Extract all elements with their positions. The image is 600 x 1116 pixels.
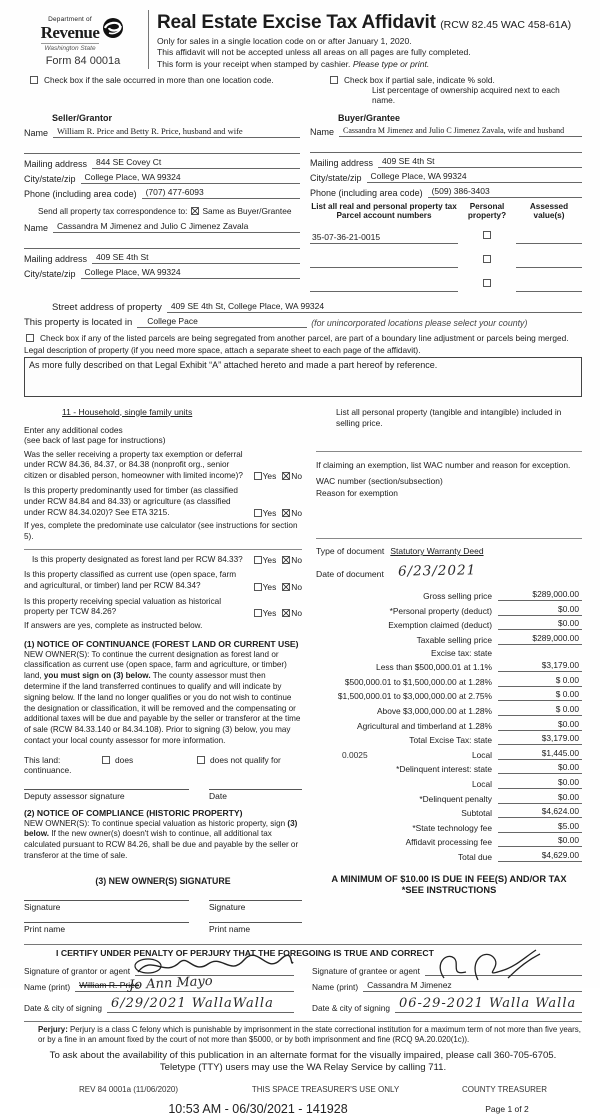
fee-row: Local $0.00: [316, 777, 582, 789]
doc-type-value: Statutory Warranty Deed: [390, 546, 484, 557]
page-number: Page 1 of 2: [485, 1104, 529, 1115]
main-body: [24, 407, 582, 934]
fee-row: $1,500,000.01 to $3,000,000.00 at 2.75% $ 0.00: [316, 689, 582, 701]
assessed-value-line-3: [516, 282, 582, 292]
new-owners-signature-title: (3) NEW OWNER(S) SIGNATURE: [95, 875, 231, 886]
header-note-2: This affidavit will not be accepted unless all areas on all pages are fully completed.: [157, 47, 471, 57]
land-qualify-row: This land: does does not qualify for: [24, 754, 281, 765]
parcel-number-value: 35-07-36-21-0015: [310, 232, 458, 244]
fee-row: *Delinquent interest: state $0.00: [316, 762, 582, 774]
dor-logo-block: [24, 8, 142, 69]
fee-row: Less than $500,000.01 at 1.1% $3,179.00: [316, 660, 582, 672]
parcel-number-line-2: [310, 258, 458, 268]
fee-row: Total Excise Tax: state $3,179.00: [316, 733, 582, 745]
segregated-checkbox-row: [24, 333, 582, 343]
tty-note: Teletype (TTY) users may use the WA Relay Service by calling 711.: [159, 1062, 447, 1074]
street-address-value: 409 SE 4th St, College Place, WA 99324: [167, 301, 582, 313]
seller-name-line2: [24, 142, 300, 154]
fee-table: [316, 589, 582, 862]
grantor-signature: [134, 952, 294, 980]
fee-row-local-rate: 0.0025 Local $1,445.00: [316, 748, 582, 760]
seller-name-value: William R. Price and Betty R. Price, husband and wife: [53, 126, 300, 138]
buyer-phone-value: (509) 386-3403: [428, 186, 582, 198]
q2-yes-checkbox: [254, 509, 262, 517]
grantee-date-row: Date & city of signing 06-29-2021 Walla Walla: [312, 996, 582, 1013]
same-as-buyer-checkbox: [191, 207, 199, 215]
parties-section: [24, 113, 582, 292]
parcel-row-1: [310, 225, 582, 244]
deputy-date-line: Date: [209, 789, 302, 801]
deputy-assessor-signature-line: Deputy assessor signature: [24, 789, 189, 801]
partial-sale-checkbox: [330, 76, 338, 84]
form-number: Form 84 0001a: [45, 55, 121, 67]
seller-city-value: College Place, WA 99324: [81, 172, 300, 184]
notice-compliance-title: (2) NOTICE OF COMPLIANCE (HISTORIC PROPERTY): [24, 807, 243, 818]
multiple-location-checkbox: [30, 76, 38, 84]
exemption-divider: [316, 451, 582, 452]
rev-number: REV 84 0001a (11/06/2020): [79, 1085, 179, 1095]
cashier-stamp: 10:53 AM - 06/30/2021 - 141928: [168, 1102, 348, 1116]
grantee-signature-block: [312, 961, 582, 1013]
personal-property-checkbox-3: [483, 279, 491, 287]
q1-no-checkbox: [282, 472, 290, 480]
alternate-format-note: To ask about the availability of this publication in an alternate format for the visually impaired, please call 360-705-6705.: [49, 1050, 557, 1062]
personal-property-checkbox-2: [483, 255, 491, 263]
legal-description-box: [24, 357, 582, 397]
q1-yes-checkbox: [254, 472, 262, 480]
buyer-column: Buyer/Grantee Name Cassandra M Jimenez and Julio C Jimenez Zavala, wife and husband Mailing address 409 SE 4th St City/state/zip College Place, WA 99324 Phone (including area code) (509) 386-3403 List all real and personal property tax Parcel account numbers Personal property? Assessed value(s) 35-07-36-21-0015: [310, 113, 582, 292]
revenue-swirl-logo-icon: [101, 16, 125, 45]
grantee-signature: [432, 948, 542, 982]
owner-signature-row: [24, 900, 302, 912]
q4-no-checkbox: [282, 583, 290, 591]
fee-row: Exemption claimed (deduct) $0.00: [316, 618, 582, 630]
personal-property-note: List all personal property (tangible and intangible) included in selling price.: [336, 406, 562, 428]
buyer-heading: Buyer/Grantee: [338, 112, 401, 123]
segregated-checkbox: [26, 334, 34, 342]
buyer-name-value: Cassandra M Jimenez and Julio C Jimenez Zavala, wife and husband: [339, 126, 582, 137]
q2-no-checkbox: [282, 509, 290, 517]
correspondence-mailing-value: 409 SE 4th St: [92, 252, 300, 264]
fee-row: *State technology fee $5.00: [316, 821, 582, 833]
questions-divider: [24, 549, 302, 550]
header-note-1: Only for sales in a single location code on or after January 1, 2020.: [157, 35, 412, 46]
notice-continuance-title: (1) NOTICE OF CONTINUANCE (FOREST LAND OR CURRENT USE): [24, 638, 299, 649]
notice-compliance-body: NEW OWNER(S): To continue special valuation as historic property, sign (3) below. If the new owner(s) doesn't wish to continue, all additional tax calculated pursuant to RCW 84.26, shall be due and payable by the seller or transferor at the time of sale.: [24, 818, 299, 860]
reason-exemption-label: Reason for exemption: [316, 488, 398, 499]
q3-no-checkbox: [282, 556, 290, 564]
grantor-name-printed: William R. Price: [79, 979, 140, 990]
fee-row: $500,000.01 to $1,500,000.00 at 1.28% $ 0.00: [316, 675, 582, 687]
correspondence-city-value: College Place, WA 99324: [81, 267, 300, 279]
page-title: Real Estate Excise Tax Affidavit: [157, 12, 436, 33]
if-yes-note: If answers are yes, complete as instructed below.: [24, 621, 203, 631]
grantor-signature-block: [24, 961, 312, 1013]
legal-description-label: Legal description of property (if you need more space, attach a separate sheet to each page of the affidavit).: [24, 344, 421, 355]
left-questions-column: [24, 407, 316, 934]
agency-dept-label: Department of: [48, 16, 92, 23]
ownership-percentage-label: List percentage of ownership acquired next to each name.: [372, 84, 560, 105]
footer-row: [24, 1085, 582, 1094]
owner-printname-line-1: Print name: [24, 922, 189, 934]
additional-codes-label: Enter any additional codes: [24, 424, 123, 435]
property-located-row: This property is located in College Pace (for unincorporated locations please select your county): [24, 316, 582, 328]
q4-yes-checkbox: [254, 583, 262, 591]
right-fees-column: [316, 407, 582, 934]
county-treasurer-label: COUNTY TREASURER: [461, 1085, 548, 1095]
street-address-row: Street address of property 409 SE 4th St, College Place, WA 99324: [24, 301, 582, 313]
partial-sale-label: Check box if partial sale, indicate % sold.: [344, 74, 495, 85]
q5-no-checkbox: [282, 609, 290, 617]
correspondence-row: Send all property tax correspondence to: Same as Buyer/Grantee: [38, 205, 292, 216]
doc-type-row: Type of document Statutory Warranty Deed: [316, 546, 484, 557]
continuance-label: continuance.: [24, 764, 72, 775]
land-use-code: 11 - Household, single family units: [62, 406, 193, 417]
land-does-checkbox: [102, 756, 110, 764]
correspondence-name-line2: [24, 237, 300, 249]
form-header: [24, 8, 582, 69]
question-timber: Is this property predominantly used for timber (as classified under RCW 84.84 and 84.33) or agriculture (as classified under RCW 84.34.020)? See ETA 3215. Yes No: [24, 486, 302, 519]
doc-date-row: Date of document 6/23/2021: [316, 562, 477, 580]
notice-continuance-body: NEW OWNER(S): To continue the current designation as forest land or classification as current use (open space, farm and agriculture, or timber) land, you must sign on (3) below. The county assessor must then determine if the land transferred continues to qualify and will indicate by signing below. If the land no longer qualifies or you do not wish to continue the designation or classification, it will be removed and the compensating or additional taxes will be due and payable by the seller or transferor at the time of sale (RCW 84.33.140 or 84.34.108). Prior to signing (3) below, you may contact your local county assessor for more information.: [24, 649, 301, 745]
fee-row: Subtotal $4,624.00: [316, 806, 582, 818]
located-in-value: College Pace: [137, 316, 307, 328]
fee-row: Affidavit processing fee $0.00: [316, 835, 582, 847]
fee-row: *Personal property (deduct) $0.00: [316, 604, 582, 616]
assessed-value-line-1: [516, 234, 582, 244]
land-does-not-checkbox: [197, 756, 205, 764]
owner-printname-line-2: Print name: [209, 922, 302, 934]
legal-description-value: As more fully described on that Legal Exhibit “A” attached hereto and made a part hereof by reference.: [29, 359, 438, 370]
seller-mailing-value: 844 SE Covey Ct: [92, 157, 300, 169]
personal-property-checkbox-1: [483, 231, 491, 239]
parcel-row-3: [310, 273, 582, 292]
grantor-name-handwritten: Jo Ann Mayo: [128, 973, 214, 993]
owner-signature-line-2: Signature: [209, 900, 302, 912]
certify-statement: I CERTIFY UNDER PENALTY OF PERJURY THAT THE FOREGOING IS TRUE AND CORRECT: [56, 947, 434, 958]
buyer-mailing-value: 409 SE 4th St: [378, 156, 582, 168]
grantor-date-handwritten: 6/29/2021 WallaWalla: [110, 995, 274, 1011]
buyer-name-line2: [310, 141, 582, 153]
additional-codes-note: (see back of last page for instructions): [24, 434, 166, 445]
county-note: (for unincorporated locations please select your county): [311, 317, 528, 328]
seller-heading: Seller/Grantor: [52, 112, 113, 123]
header-divider: [148, 10, 149, 69]
header-note-3: This form is your receipt when stamped by cashier. Please type or print.: [157, 58, 430, 69]
grantor-signature-row: Signature of grantor or agent: [24, 965, 294, 976]
seller-phone-value: (707) 477-6093: [142, 187, 300, 199]
exemption-note: If claiming an exemption, list WAC number and reason for exception.: [316, 460, 571, 471]
stamp-row: [24, 1102, 582, 1116]
fee-row: Above $3,000,000.00 at 1.28% $ 0.00: [316, 704, 582, 716]
grantee-signature-row: Signature of grantee or agent: [312, 965, 582, 976]
multiple-location-label: Check box if the sale occurred in more than one location code.: [44, 74, 274, 85]
q3-yes-checkbox: [254, 556, 262, 564]
parcel-number-line-3: [310, 282, 458, 292]
seller-column: Seller/Grantor Name William R. Price and Betty R. Price, husband and wife Mailing address 844 SE Covey Ct City/state/zip College Place, WA 99324 Phone (including area code) (707) 477-6093 Send all property tax correspondence to: Same as Buyer/Grantee Name Cassandra M Jimenez and Julio C Jimenez Zavala Mailing address 409 SE 4th St City/state/zip College Place, WA 99324: [24, 113, 310, 292]
treasurer-use-label: THIS SPACE TREASURER'S USE ONLY: [251, 1085, 400, 1095]
grantor-date-row: Date & city of signing 6/29/2021 WallaWalla: [24, 996, 294, 1013]
question-exemption: Was the seller receiving a property tax exemption or deferral under RCW 84.36, 84.37, or 84.38 (nonprofit org., senior citizen or disabled person, homeowner with limited income)? Yes No: [24, 449, 302, 482]
parcel-table-header: List all real and personal property tax Parcel account numbers Personal property? Assessed value(s): [311, 201, 569, 220]
grantee-date-handwritten: 06-29-2021 Walla Walla: [398, 995, 577, 1011]
agency-state-label: Washington State: [41, 43, 100, 52]
document-divider: [316, 538, 582, 539]
correspondence-name-value: Cassandra M Jimenez and Julio C Jimenez Zavala: [53, 221, 300, 233]
fee-row: Excise tax: state: [431, 647, 492, 658]
deputy-assessor-row: [24, 789, 302, 801]
buyer-city-value: College Place, WA 99324: [367, 171, 582, 183]
question-historical: Is this property receiving special valuation as historical property per TCW 84.26? Yes No: [24, 596, 302, 619]
top-checkbox-row: [24, 75, 582, 105]
fee-row: Gross selling price $289,000.00: [316, 589, 582, 601]
doc-date-handwritten: 6/23/2021: [397, 562, 477, 580]
see-instructions-line: *SEE INSTRUCTIONS: [401, 884, 497, 895]
predominate-use-note: If yes, complete the predominate use calculator (see instructions for section 5).: [24, 521, 298, 542]
agency-name: Revenue: [40, 23, 100, 42]
owner-signature-line-1: Signature: [24, 900, 189, 912]
fee-row: Agricultural and timberland at 1.28% $0.00: [316, 719, 582, 731]
grantor-name-row: Name (print) William R. Price Jo Ann Mayo: [24, 980, 294, 992]
question-current-use: Is this property classified as current use (open space, farm and agricultural, or timber) land per RCW 84.34? Yes No: [24, 570, 302, 592]
fee-row: *Delinquent penalty $0.00: [316, 792, 582, 804]
parcel-row-2: [310, 249, 582, 268]
certification-section: [24, 944, 582, 1013]
perjury-notice: Perjury: Perjury is a class C felony which is punishable by imprisonment in the state correctional institution for a maximum term of not more than five years, or by a fine in an amount fixed by the court of not more than $5000, or by both imprisonment and fine (RCQ 9A.20.020(1c)).: [24, 1021, 582, 1046]
minimum-due-line: A MINIMUM OF $10.00 IS DUE IN FEE(S) AND/OR TAX: [331, 873, 567, 884]
question-forest-land: Is this property designated as forest land per RCW 84.33? Yes No: [32, 554, 302, 566]
owner-printname-row: [24, 922, 302, 934]
assessed-value-line-2: [516, 258, 582, 268]
wac-number-label: WAC number (section/subsection): [316, 476, 443, 487]
grantee-name-row: Name (print) Cassandra M Jimenez: [312, 980, 582, 992]
q5-yes-checkbox: [254, 609, 262, 617]
title-rcw-code: (RCW 82.45 WAC 458-61A): [440, 19, 572, 31]
grantee-name-printed: Cassandra M Jimenez: [363, 980, 582, 992]
fee-row: Total due $4,629.00: [316, 850, 582, 862]
segregated-label: Check box if any of the listed parcels are being segregated from another parcel, are part of a boundary line adjustment or parcels being merged.: [40, 332, 569, 343]
fee-row: Taxable selling price $289,000.00: [316, 633, 582, 645]
